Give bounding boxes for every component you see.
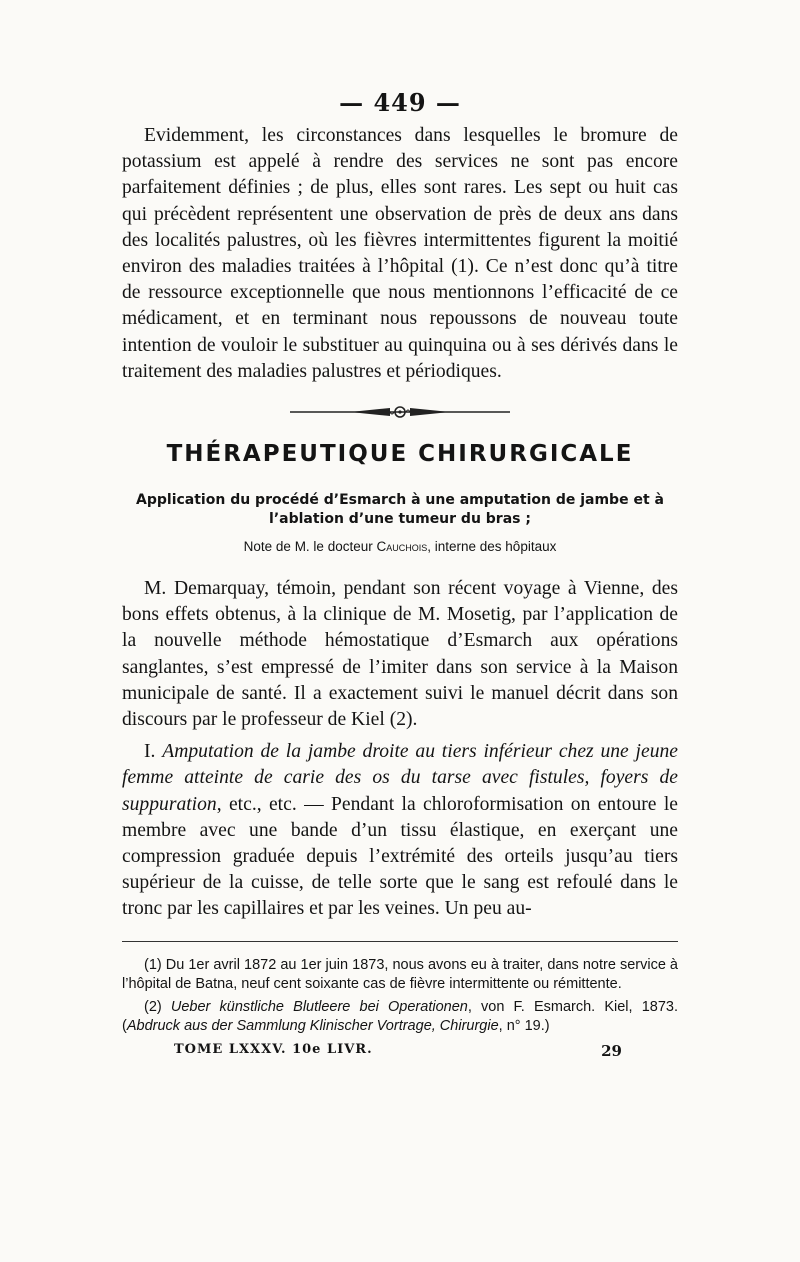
footer-tome: TOME LXXXV. 10e LIVR.	[174, 1041, 373, 1057]
paragraph-amputation	[122, 739, 678, 922]
section-title: THÉRAPEUTIQUE CHIRURGICALE	[166, 441, 634, 468]
page	[122, 88, 678, 1060]
note-author: Cauchois	[376, 539, 428, 555]
intro-paragraph: Evidemment, les circonstances dans lesquelles le bromure de potassium est appelé à rendre des services ne sont pas encore parfaitement définies ; de plus, elles sont rares. Les sept ou huit cas qui précèdent représentent une observation de près de deux ans dans des localités palustres, où les fièvres intermittentes figurent la moitié environ des maladies traitées à l’hôpital (1). Ce n’est donc qu’à titre de ressource exceptionnelle que nous mentionnons l’efficacité de ce médicament, et en terminant nous repoussons de nouveau toute intention de vouloir le substituer au quinquina ou à ses dérivés dans le traitement des maladies palustres et périodiques.	[122, 125, 678, 382]
paragraph-amputation-lead: I.	[144, 741, 163, 763]
paragraph-demarquay: M. Demarquay, témoin, pendant son récent voyage à Vienne, des bons effets obtenus, à la clinique de M. Mosetig, par l’application de la nouvelle méthode hémostatique d’Esmarch aux opérations sanglantes, s’est empressé de l’imiter dans son service à la Maison municipale de santé. Il a exactement suivi le manuel décrit dans son discours par le professeur de Kiel (2).	[122, 578, 678, 731]
article-subtitle: Application du procédé d’Esmarch à une amputation de jambe et à l’ablation d’une tumeur du bras ;	[136, 492, 664, 528]
note-suffix: , interne des hôpitaux	[427, 539, 557, 555]
footnote-2	[122, 998, 678, 1036]
footnote-2-collection: Abdruck aus der Sammlung Klinischer Vortrage, Chirurgie	[126, 1017, 499, 1034]
paragraph-amputation-rest: , etc., etc. — Pendant la chloroformisation on entoure le membre avec une bande d’un tissu élastique, en exerçant une compression graduée depuis l’extrémité des orteils jusqu’au tiers supérieur de la cuisse, de telle sorte que le sang est refoulé dans le tronc par les capillaires et par les veines. Un peu au-	[122, 793, 678, 920]
footer-sheet-number: 29	[601, 1041, 622, 1060]
note-prefix: Note de M. le docteur	[243, 539, 377, 555]
footnote-rule	[122, 941, 678, 942]
footnote-2-lead: (2)	[144, 998, 171, 1015]
page-footer	[122, 1042, 678, 1060]
footnote-2-end: , n° 19.)	[498, 1017, 550, 1034]
author-note	[122, 539, 678, 554]
footnote-2-mid: , von F. Esmarch. Kiel, 1873. (	[122, 998, 678, 1034]
ornament-divider	[290, 405, 510, 419]
paragraph-amputation-italic: Amputation de la jambe droite au tiers inférieur chez une jeune femme atteinte de carie des os du tarse avec fistules, foyers de suppuration	[122, 741, 678, 815]
footnote-2-title: Ueber künstliche Blutleere bei Operationen	[170, 998, 468, 1015]
footnote-1: (1) Du 1er avril 1872 au 1er juin 1873, nous avons eu à traiter, dans notre service à l’hôpital de Batna, neuf cent soixante cas de fièvre intermittente ou rémittente.	[122, 956, 678, 992]
page-number: — 449 —	[339, 88, 461, 117]
